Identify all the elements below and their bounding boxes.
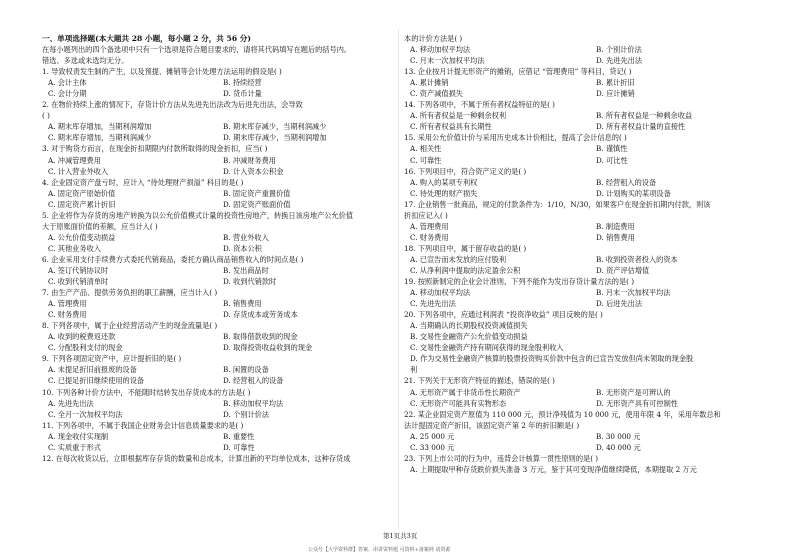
option-text: A. 25 000 元 xyxy=(410,431,455,441)
option-row xyxy=(404,88,776,99)
option-text: D. 计划购买的某项设备 xyxy=(596,188,671,198)
option-text: C. 分配股利支付的现金 xyxy=(48,343,123,353)
option-row xyxy=(42,155,392,166)
option-text: B. 制造费用 xyxy=(596,221,635,231)
option-row xyxy=(42,298,392,309)
option-row xyxy=(404,110,776,121)
option-text: D. 可比性 xyxy=(596,155,628,165)
option-text: A. 相关性 xyxy=(410,144,442,154)
option-text: D. 可靠性 xyxy=(223,442,255,452)
option-text: D. 计入资本公积金 xyxy=(223,166,284,176)
option-row xyxy=(404,221,776,232)
option-row xyxy=(42,132,392,143)
option-text: B. 累计折旧 xyxy=(596,78,635,88)
option-text: D. 收到代销款时 xyxy=(223,277,277,287)
question-text: 折扣应记入( ) xyxy=(404,210,448,220)
option-text: A. 现金收付实现制 xyxy=(48,431,109,441)
question-text: 19. 按照新制定的企业会计准则，下列不能作为发出存货计量方法的是( ) xyxy=(404,277,635,287)
option-text: D. 个别计价法 xyxy=(223,409,270,419)
question-text: 15. 采用公允价值计价与采用历史成本计价相比，提高了会计信息的( ) xyxy=(404,133,627,143)
question-text: 2. 在物价持续上涨的情况下，存货计价方法从先进先出法改为后进先出法，会导致 xyxy=(42,100,303,110)
option-row xyxy=(404,442,776,453)
option-text: B. 固定资产重置价值 xyxy=(223,188,291,198)
option-row xyxy=(404,254,776,265)
option-row xyxy=(42,442,392,453)
option-text: C. 先进先出法 xyxy=(410,299,456,309)
option-row xyxy=(42,265,392,276)
option-text: A. 冲减管理费用 xyxy=(48,155,101,165)
left-column xyxy=(42,33,392,464)
option-text: B. 闲置的设备 xyxy=(223,365,269,375)
option-text: D. 销售费用 xyxy=(596,232,635,242)
question-text: 13. 企业按月计提无形资产的摊销，应借记 “管理费用” 等科目，贷记( ) xyxy=(404,67,632,77)
option-text: B. 营业外收入 xyxy=(223,232,269,242)
option-text: D. 40 000 元 xyxy=(596,442,641,452)
option-row xyxy=(404,44,776,55)
option-text: B. 月末一次加权平均法 xyxy=(596,288,671,298)
option-text: A. 所有者权益是一种剩余权利 xyxy=(410,111,507,121)
option-text: A. 购入的某项专利权 xyxy=(410,177,478,187)
option-text: B. 销售费用 xyxy=(223,299,262,309)
option-row xyxy=(404,387,776,398)
option-text: A. 无形资产属于非货币性长期资产 xyxy=(410,387,521,397)
option-row xyxy=(404,232,776,243)
option-row xyxy=(42,331,392,342)
question-text: 错选、多选或未选均无分。 xyxy=(42,56,129,66)
option-text: A. 会计主体 xyxy=(48,78,87,88)
column-divider xyxy=(398,29,399,529)
option-row xyxy=(42,409,392,420)
option-text: B. 重要性 xyxy=(223,431,255,441)
option-row xyxy=(42,166,392,177)
question-text: 9. 下列各项固定资产中，应计提折旧的是( ) xyxy=(42,354,182,364)
option-text: B. 所有者权益是一种剩余收益 xyxy=(596,111,693,121)
option-row xyxy=(404,287,776,298)
option-row xyxy=(42,121,392,132)
option-row xyxy=(42,88,392,99)
option-row xyxy=(42,342,392,353)
question-text: 3. 对于购货方而言，在现金折扣期限内付款所取得的现金折扣，应当( ) xyxy=(42,144,268,154)
option-text: D. 期末库存减少，当期利润增加 xyxy=(223,133,327,143)
option-text: B. 冲减财务费用 xyxy=(223,155,276,165)
option-text: D. 经营租入的设备 xyxy=(223,376,284,386)
question-text: 14. 下列各项中，不属于所有者权益特征的是( ) xyxy=(404,100,555,110)
question-text: 12. 在每次收货以后，立即根据库存存货的数量和总成本，计算出新的平均单位成本，这种存货成 xyxy=(42,453,351,463)
option-row xyxy=(404,431,776,442)
option-row xyxy=(42,243,392,254)
option-text: C. 所有者权益具有长期性 xyxy=(410,122,492,132)
option-text: C. 资产减值损失 xyxy=(410,89,463,99)
question-text: 18. 下列项目中，属于留存收益的是( ) xyxy=(404,243,527,253)
option-text: A. 公允价值变动损益 xyxy=(48,232,116,242)
option-text: D. 无形资产具有可控制性 xyxy=(596,398,678,408)
option-text: B. 取得借款收到的现金 xyxy=(223,332,298,342)
right-column xyxy=(404,33,776,475)
watermark-text: 公众号【大学资料群】答案、串讲资料题 可资料+备案网 请资源 xyxy=(308,547,451,553)
option-text: A. 管理费用 xyxy=(48,299,87,309)
question-text: 6. 企业采用支付手续费方式委托代销商品，委托方确认商品销售收入的时间点是( ) xyxy=(42,254,304,264)
option-text: C. 期末库存增加，当期利润减少 xyxy=(48,133,152,143)
option-row xyxy=(42,309,392,320)
option-text: B. 收到投资者投入的资本 xyxy=(596,254,678,264)
option-text: A. 累计摊销 xyxy=(410,78,449,88)
option-text: C. 可靠性 xyxy=(410,155,442,165)
question-text: 11. 下列各项中，不属于我国企业财务会计信息质量要求的是( ) xyxy=(42,420,244,430)
option-row xyxy=(404,121,776,132)
option-row xyxy=(404,398,776,409)
question-text: 20. 下列各项中，应通过利润表 “投资净收益” 项目反映的是( ) xyxy=(404,310,603,320)
option-text: 利 xyxy=(410,365,418,375)
option-text: C. 交易性金融资产持有期间获得的现金股利收入 xyxy=(410,343,564,353)
question-text: 16. 下列项目中，符合资产定义的是( ) xyxy=(404,166,527,176)
option-text: A. 上期提取甲种存货跌价损失准备 3 万元，鉴于其可变现净值继续降低，本期提取 2 万元 xyxy=(410,464,697,474)
question-text: 本的计价方法是( ) xyxy=(404,34,463,43)
option-text: C. 实质重于形式 xyxy=(48,442,101,452)
option-text: C. 财务费用 xyxy=(410,232,449,242)
question-text: 21. 下列关于无形资产特征的描述，错误的是( ) xyxy=(404,376,555,386)
option-text: C. 计入营业外收入 xyxy=(48,166,109,176)
option-text: D. 应计摊销 xyxy=(596,89,635,99)
option-text: C. 其他业务收入 xyxy=(48,243,101,253)
option-text: B. 持续经营 xyxy=(223,78,262,88)
option-row xyxy=(404,77,776,88)
option-text: A. 收到的税费返还款 xyxy=(48,332,116,342)
question-text: 22. 某企业固定资产原值为 110 000 元，预计净残值为 10 000 元，使用年限 4 年，采用年数总和 xyxy=(404,409,721,419)
option-text: D. 后进先出法 xyxy=(596,299,643,309)
option-text: B. 交易性金融资产公允价值变动损益 xyxy=(410,332,528,342)
option-row xyxy=(42,188,392,199)
option-text: A. 期末库存增加，当期利润增加 xyxy=(48,122,152,132)
option-text: C. 会计分期 xyxy=(48,89,87,99)
question-text: 10. 下列各种计价方法中，不能随时结转发出存货成本的方法是( ) xyxy=(42,387,251,397)
option-row xyxy=(404,177,776,188)
option-row xyxy=(404,155,776,166)
option-text: C. 已提足折旧继续使用的设备 xyxy=(48,376,145,386)
option-text: C. 从净利润中提取的法定盈余公积 xyxy=(410,265,521,275)
question-text: ( ) xyxy=(42,111,50,121)
option-text: D. 资产评估增值 xyxy=(596,265,650,275)
page-number: 第1页共3页 xyxy=(383,532,418,540)
option-text: C. 固定资产累计折旧 xyxy=(48,199,116,209)
option-row xyxy=(42,199,392,210)
option-text: B. 发出商品时 xyxy=(223,265,269,275)
option-row xyxy=(404,143,776,154)
option-text: C. 财务费用 xyxy=(48,310,87,320)
option-text: A. 当期确认的长期股权投资减值损失 xyxy=(410,321,528,331)
question-text: 法计提固定资产折旧，该固定资产第 2 年的折旧额是( ) xyxy=(404,420,580,430)
option-text: D. 资本公积 xyxy=(223,243,262,253)
option-text: B. 期末库存减少，当期利润减少 xyxy=(223,122,327,132)
option-text: C. 收到代销清单时 xyxy=(48,277,109,287)
option-row xyxy=(42,364,392,375)
option-text: A. 固定资产原始价值 xyxy=(48,188,116,198)
option-text: D. 固定资产账面价值 xyxy=(223,199,291,209)
option-row xyxy=(42,276,392,287)
option-row xyxy=(404,298,776,309)
option-text: A. 未提足折旧前报废的设备 xyxy=(48,365,137,375)
option-text: D. 作为交易性金融资产核算的股票投资购买价款中包含的已宣告发放但尚未领取的现金股 xyxy=(410,354,694,364)
question-text: 大于原账面价值的差额，应当计入( ) xyxy=(42,221,158,231)
option-text: C. 待处理的财产损失 xyxy=(410,188,478,198)
option-row xyxy=(42,431,392,442)
option-text: A. 先进先出法 xyxy=(48,398,94,408)
option-text: D. 取得投资收益收到的现金 xyxy=(223,343,313,353)
option-text: C. 月末一次加权平均法 xyxy=(410,56,485,66)
option-text: B. 经营租入的设备 xyxy=(596,177,657,187)
option-text: A. 移动加权平均法 xyxy=(410,288,471,298)
option-text: A. 已宣告而未发放的应付股利 xyxy=(410,254,507,264)
option-text: A. 移动加权平均法 xyxy=(410,45,471,55)
question-text: 1. 导致权责发生制的产生，以及预提、摊销等会计处理方法运用的假设是( ) xyxy=(42,67,282,77)
option-text: D. 先进先出法 xyxy=(596,56,643,66)
option-text: C. 33 000 元 xyxy=(410,442,455,452)
option-row xyxy=(42,77,392,88)
question-text: 7. 由生产产品、提供劳务负担的职工薪酬，应当计入( ) xyxy=(42,288,218,298)
option-row xyxy=(42,398,392,409)
option-row xyxy=(42,375,392,386)
option-text: B. 移动加权平均法 xyxy=(223,398,284,408)
question-text: 5. 企业将作为存货的房地产转换为以公允价值模式计量的投资性房地产，转换日该房地产公允价值 xyxy=(42,210,354,220)
option-text: B. 谨慎性 xyxy=(596,144,628,154)
option-text: C. 全月一次加权平均法 xyxy=(48,409,123,419)
option-row xyxy=(42,232,392,243)
option-text: A. 管理费用 xyxy=(410,221,449,231)
question-text: 在每小题列出的四个备选项中只有一个选项是符合题目要求的，请将其代码填写在题后的括号内。 xyxy=(42,45,352,55)
option-text: D. 存货成本或劳务成本 xyxy=(223,310,298,320)
option-row xyxy=(404,265,776,276)
question-text: 23. 下列上市公司的行为中，违背会计核算一贯性原则的是( ) xyxy=(404,453,599,463)
option-text: B. 30 000 元 xyxy=(596,431,641,441)
question-text: 8. 下列各项中，属于企业经营活动产生的现金流量是( ) xyxy=(42,321,218,331)
option-text: B. 无形资产是可辨认的 xyxy=(596,387,671,397)
option-text: D. 所有者权益计量的直接性 xyxy=(596,122,686,132)
option-row xyxy=(404,55,776,66)
section-heading: 一、单项选择题(本大题共 28 小题，每小题 2 分，共 56 分) xyxy=(42,34,251,43)
question-text: 4. 企业固定资产盘亏时，应计入 “待处理财产损溢” 科目的是( ) xyxy=(42,177,244,187)
option-row xyxy=(404,188,776,199)
option-text: A. 签订代销协议时 xyxy=(48,265,109,275)
option-text: C. 无形资产可能具有实物形态 xyxy=(410,398,507,408)
option-text: D. 货币计量 xyxy=(223,89,262,99)
question-text: 17. 企业销售一批商品，规定的付款条件为：1/10，N/30，如果客户在现金折扣期内付款，则该 xyxy=(404,199,711,209)
option-text: B. 个别计价法 xyxy=(596,45,642,55)
